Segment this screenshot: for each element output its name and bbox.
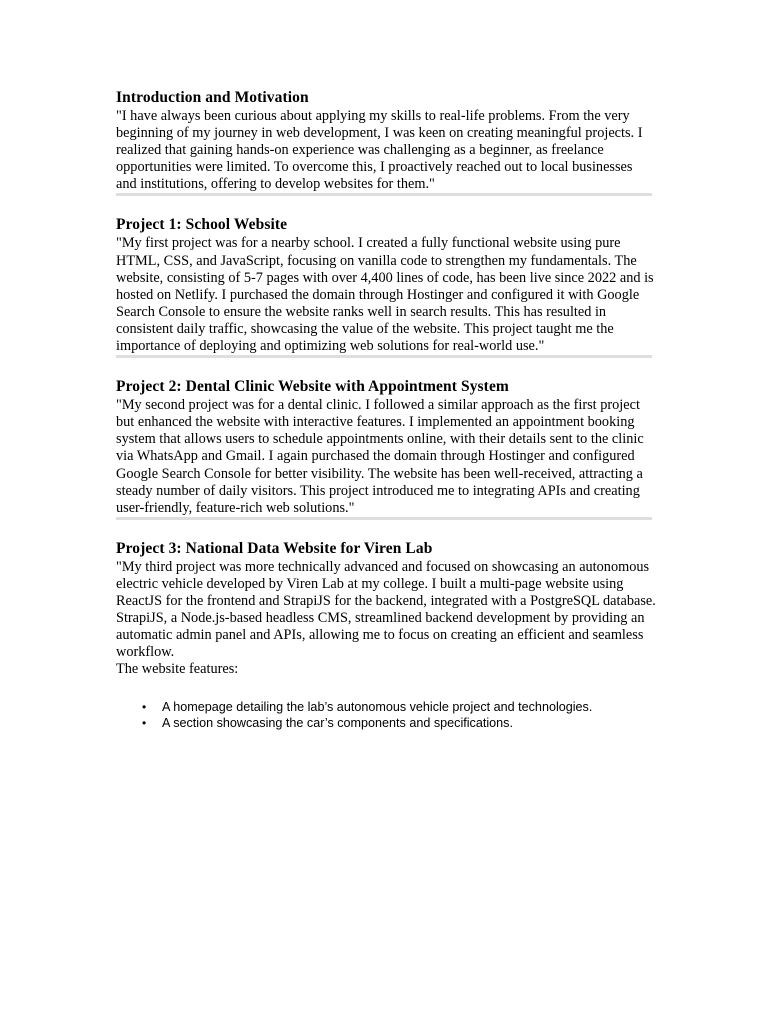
document-page [116,88,656,731]
intro-paragraph: "I have always been curious about applying my skills to real-life problems. From the very beginning of my journey in web development, I was keen on creating meaningful projects. I realized that gaining hands-on experience was challenging as a beginner, as freelance opportunities were limited. To overcome this, I proactively reached out to local businesses and institutions, offering to develop websites for them." [116,108,643,193]
section-divider [116,517,652,520]
project1-paragraph: "My first project was for a nearby school. I created a fully functional website using pure HTML, CSS, and JavaScript, focusing on vanilla code to strengthen my fundamentals. The website, consisting of 5-7 pages with over 4,400 lines of code, has been live since 2022 and is hosted on Netlify. I purchased the domain through Hostinger and configured it with Google Search Console to ensure the website ranks well in search results. This has resulted in consistent daily traffic, showcasing the value of the website. This project taught me the importance of deploying and optimizing web solutions for real-world use." [116,235,654,355]
section-divider [116,355,652,358]
project2-paragraph: "My second project was for a dental clinic. I followed a similar approach as the first project but enhanced the website with interactive features. I implemented an appointment booking system that allows users to schedule appointments online, with their details sent to the clinic via WhatsApp and Gmail. I again purchased the domain through Hostinger and configured Google Search Console for better visibility. The website has been well-received, attracting a steady number of daily visitors. This project introduced me to integrating APIs and creating user-friendly, feature-rich web solutions." [116,397,644,516]
list-item: • A homepage detailing the lab’s autonomous vehicle project and technologies. [116,700,656,715]
project2-heading: Project 2: Dental Clinic Website with Appointment System [116,378,509,396]
intro-heading: Introduction and Motivation [116,89,309,106]
project1-heading: Project 1: School Website [116,216,288,234]
project3-heading: Project 3: National Data Website for Viren Lab [116,539,433,557]
project3-paragraph: "My third project was more technically advanced and focused on showcasing an autonomous electric vehicle developed by Viren Lab at my college. I built a multi-page website using ReactJS for the frontend and StrapiJS for the backend, integrated with a PostgreSQL database. StrapiJS, a Node.js-based headless CMS, streamlined backend development by providing an automatic admin panel and APIs, allowing me to focus on creating an efficient and seamless workflow. [116,558,656,661]
features-label: The website features: [116,661,239,678]
features-list [116,700,656,731]
section-divider [116,193,652,196]
list-item: • A section showcasing the car’s components and specifications. [116,716,656,731]
